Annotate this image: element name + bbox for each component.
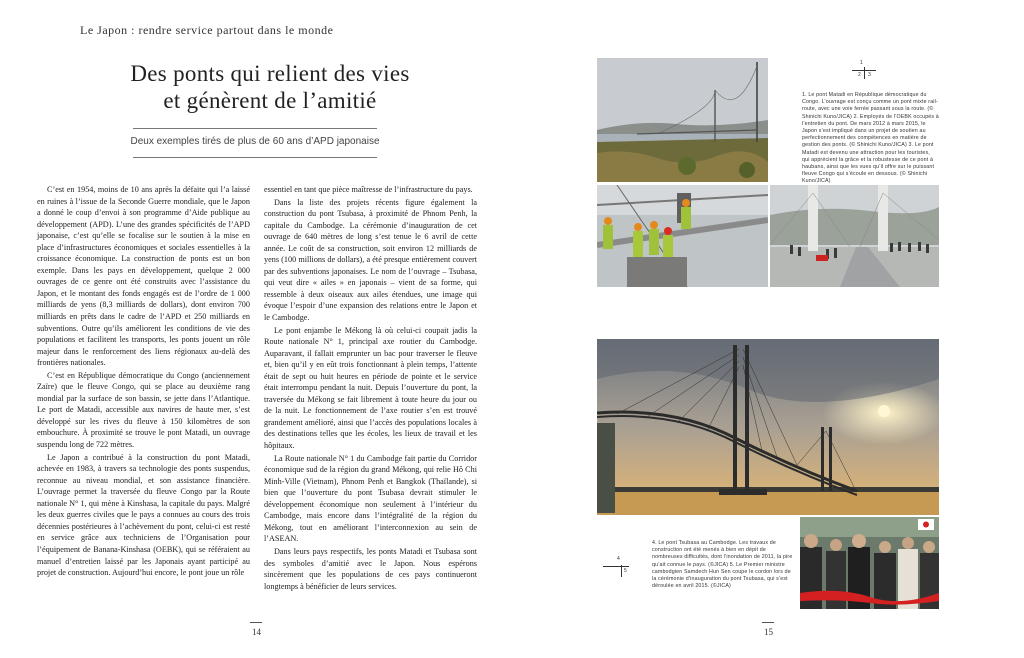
text-column-2	[264, 184, 477, 592]
grid-number: 1	[860, 60, 863, 66]
paragraph: La Route nationale N° 1 du Cambodge fait partie du Corridor économique sud de la région du grand Mékong, qui relie Hô Chi Minh-Ville (Vietnam), Phnom Penh et Bangkok (Thaïlande), si bien que l’ouverture du pont Tsubasa devrait stimuler le développement économique non seulement à l’intérieur du Cambodge, mais encore dans l’intégralité de la région du Mékong, tout en améliorant l’interconnexion au sein de l’ASEAN.	[264, 453, 477, 544]
paragraph: C’est en 1954, moins de 10 ans après la défaite qui l’a laissé en ruines à l’issue de la Seconde Guerre mondiale, que le Japon a donné le coup d’envoi à son programme d’Aide publique au développement (APD). L’une des grandes spécificités de l’APD japonaise, c’est qu’elle se focalise sur le soutien à la mise en place d’infrastructures économiques et sociales essentielles à la croissance économique. La construction de ponts est un bon exemple. Dans les pays en développement, quelque 2 000 ouvrages de ce genre ont été construits avec l’assistance du Japon, et le montant des fonds engagés est de l’ordre de 1 000 milliards de yens (8,3 milliards de dollars), dont environ 700 milliards en prêts dans le cadre de l’APD et 250 milliards en subventions. Outre qu’ils améliorent les conditions de vie des populations et facilitent les transports, les ponts jouent un rôle majeur dans le renforcement des liens régionaux au-delà des frontières nationales.	[37, 185, 250, 368]
subtitle-rule-top	[133, 128, 377, 129]
paragraph: Le Japon a contribué à la construction du pont Matadi, achevée en 1983, à travers sa technologie des ponts suspendus, reconnue au niveau mondial, et son assistance financière. L’ouvrage permet la traversée du fleuve Congo par la Route nationale N° 1, qui mène à Kinshasa, la capitale du pays. Malgré les deux guerres civiles que le pays a connues au cours des trois décennies postérieures à l’achèvement du pont, celui-ci est resté en service grâce aux techniciens de l’Organisation pour l’équipement de Banana-Kinshasa (OEBK), qui se référaient au manuel d’entretien laissé par les Japonais ayant participé au projet de construction. Aujourd’hui encore, le pont joue un rôle	[37, 452, 250, 578]
photo-bridge-tourists	[770, 185, 939, 287]
photo-matadi-bridge	[597, 58, 768, 182]
paragraph: Dans leurs pays respectifs, les ponts Matadi et Tsubasa sont des symboles d’amitié avec le Japon. Nous espérons sincèrement que les populations de ces pays continueront longtemps à bénéficier de leurs services.	[264, 546, 477, 591]
paragraph: Le pont enjambe le Mékong là où celui-ci coupait jadis la Route nationale N° 1, principal axe routier du Cambodge. Auparavant, il fallait emprunter un bac pour traverser le fleuve et, bien qu’il y en eût trois fonctionnant à plein temps, l’attente était de sept ou huit heures en période de pointe et le service était interrompu pendant la nuit. Depuis l’ouverture du pont, la traversée du Mékong se fait librement à toute heure du jour ou de la nuit. Le fonctionnement de l’axe routier s’en est trouvé grandement amélioré, ainsi que l’accès des populations locales à des destinations telles que les écoles, les lieux de travail et les hôpitaux.	[264, 325, 477, 451]
grid-rule	[603, 566, 629, 567]
grid-rule	[864, 67, 865, 79]
paragraph: Dans la liste des projets récents figure également la construction du pont Tsubasa, à proximité de Phnom Penh, la capitale du Cambodge. La cérémonie d’inauguration de cet ouvrage de 640 mètres de long s’est tenue le 6 avril de cette année. Le coût de sa construction, soit environ 12 milliards de yens (100 millions de dollars), a été presque entièrement couvert par des subventions japonaises. Le nom de l’ouvrage – Tsubasa, qui veut dire « ailes » en japonais – vient de sa forme, qui ressemble à deux oiseaux aux ailes étendues, une image qui évoque l’espoir d’une expansion des relations entre le Japon et le Cambodge.	[264, 197, 477, 323]
grid-rule	[621, 565, 622, 577]
grid-number: 4	[617, 556, 620, 562]
photo-ribbon-cutting	[800, 517, 939, 609]
photo-caption-top: 1. Le pont Matadi en République démocratique du Congo. L’ouvrage est conçu comme un pont mixte rail-route, avec une voie ferrée passant sous la route. (© Shinichi Kuno/JICA) 2. Employés de l’OEBK occupés à l’entretien du pont. De mars 2012 à mars 2015, le Japon s’est impliqué dans un projet de soutien au perfectionnement des compétences en matière de gestion des ponts. (© Shinichi Kuno/JICA) 3. Le pont Matadi est devenu une attraction pour les touristes, qui apprécient la grâce et la robustesse de ce pont à haubans, ainsi que les vues qu’il offre sur le puissant fleuve Congo qui s’écoule en dessous. (© Shinichi Kuno/JICA)	[802, 92, 939, 185]
page-number-left: 14	[252, 627, 261, 637]
page-title	[80, 60, 460, 114]
page-number-rule	[762, 622, 774, 623]
subtitle-rule-bottom	[133, 157, 377, 158]
paragraph: essentiel en tant que pièce maîtresse de l’infrastructure du pays.	[264, 185, 473, 194]
photo-tsubasa-bridge-sunset	[597, 339, 939, 515]
page-number-right: 15	[764, 627, 773, 637]
grid-number: 5	[624, 568, 627, 574]
photo-bridge-workers	[597, 185, 768, 287]
grid-number: 3	[868, 72, 871, 78]
grid-number: 2	[858, 72, 861, 78]
text-column-1	[37, 184, 250, 579]
section-label: Le Japon : rendre service partout dans le monde	[80, 23, 334, 37]
subtitle: Deux exemples tirés de plus de 60 ans d’APD japonaise	[130, 136, 380, 147]
title-line-2: et génèrent de l’amitié	[163, 88, 377, 113]
paragraph: C’est en République démocratique du Congo (anciennement Zaïre) que le fleuve Congo, qui se place au deuxième rang mondial par la surface de son bassin, se jette dans l’Atlantique. Le port de Matadi, accessible aux navires de haute mer, s’est développé sur les rives du fleuve à 150 kilomètres de son embouchure. À proximité se trouve le pont Matadi, un ouvrage suspendu long de 722 mètres.	[37, 370, 250, 450]
title-line-1: Des ponts qui relient des vies	[130, 61, 410, 86]
page-number-rule	[250, 622, 262, 623]
photo-caption-bottom: 4. Le pont Tsubasa au Cambodge. Les travaux de construction ont été menés à bien en dépit de nombreuses difficultés, dont l’inondation de 2011, la pire qu’ait connue le pays. (©JICA) 5. Le Premier ministre cambodgien Samdech Hun Sen coupe le cordon lors de la cérémonie d’inauguration du pont Tsubasa, qui s’est déroulée en avril 2015. (©JICA)	[652, 540, 793, 590]
